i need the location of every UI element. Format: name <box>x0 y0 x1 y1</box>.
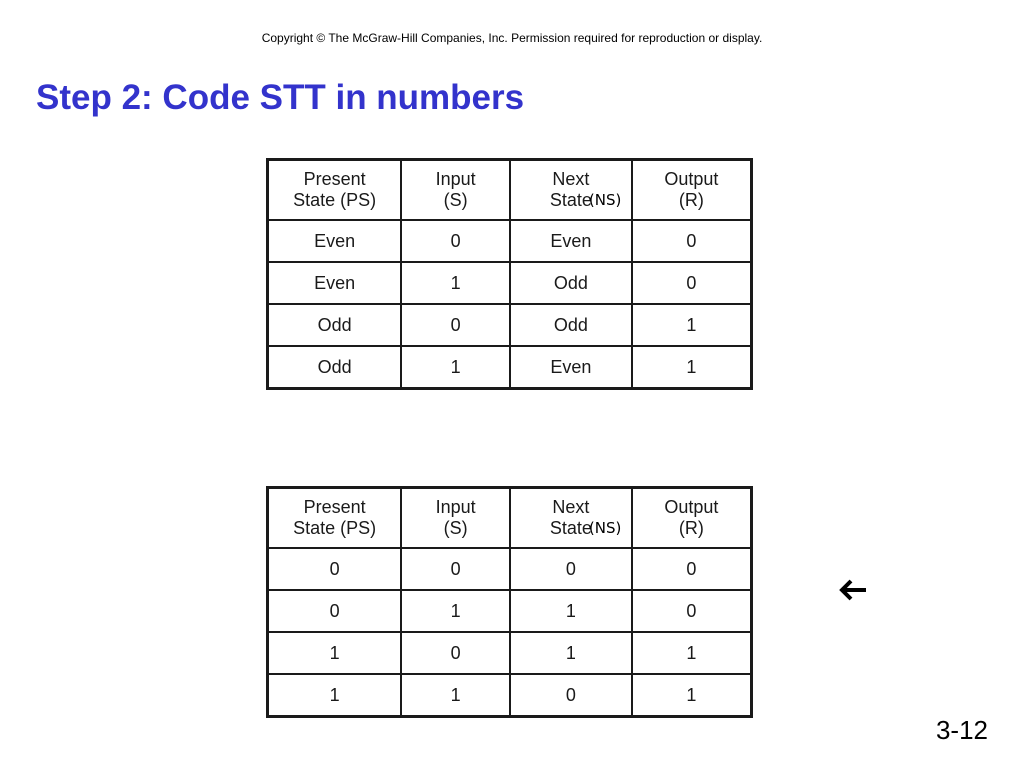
cell-ns: 0 <box>510 548 632 590</box>
cell-ps: Even <box>268 262 402 304</box>
left-arrow-icon <box>838 578 868 602</box>
cell-output: 1 <box>632 674 752 717</box>
cell-output: 1 <box>632 632 752 674</box>
header-line: Output <box>664 497 719 517</box>
cell-output: 0 <box>632 220 752 262</box>
table-row <box>268 220 752 262</box>
header-line: (R) <box>678 518 704 538</box>
header-line: (R) <box>678 190 704 210</box>
header-input <box>401 160 510 221</box>
cell-ns: 1 <box>510 590 632 632</box>
ns-annotation: (NS) <box>588 519 622 537</box>
header-line: Output <box>664 169 719 189</box>
cell-input: 0 <box>401 304 510 346</box>
header-line: Next <box>552 169 590 189</box>
table-row <box>268 632 752 674</box>
cell-ns: Even <box>510 220 632 262</box>
table-header-row <box>268 160 752 221</box>
cell-ps: Even <box>268 220 402 262</box>
cell-ps: 1 <box>268 632 402 674</box>
cell-input: 1 <box>401 346 510 389</box>
cell-ns: Even <box>510 346 632 389</box>
cell-ps: 0 <box>268 590 402 632</box>
header-line: State <box>549 190 592 210</box>
header-input <box>401 488 510 549</box>
header-output <box>632 160 752 221</box>
table-row <box>268 346 752 389</box>
header-line: State (PS) <box>293 518 377 538</box>
ns-annotation: (NS) <box>588 191 622 209</box>
header-line: Present <box>303 497 366 517</box>
header-line: Input <box>435 169 476 189</box>
cell-ns: Odd <box>510 262 632 304</box>
cell-output: 1 <box>632 346 752 389</box>
header-line: Next <box>552 497 590 517</box>
header-line: (S) <box>443 190 468 210</box>
cell-output: 0 <box>632 548 752 590</box>
header-line: (S) <box>443 518 468 538</box>
copyright-notice: Copyright © The McGraw-Hill Companies, Inc. Permission required for reproduction or display. <box>261 31 763 45</box>
cell-input: 1 <box>401 590 510 632</box>
header-output <box>632 488 752 549</box>
slide-title: Step 2: Code STT in numbers <box>36 78 525 117</box>
cell-output: 0 <box>632 262 752 304</box>
cell-ps: 0 <box>268 548 402 590</box>
cell-ns: 0 <box>510 674 632 717</box>
cell-input: 0 <box>401 632 510 674</box>
cell-input: 1 <box>401 262 510 304</box>
table-header-row <box>268 488 752 549</box>
table-row <box>268 590 752 632</box>
cell-output: 1 <box>632 304 752 346</box>
cell-input: 0 <box>401 220 510 262</box>
header-present-state <box>268 160 402 221</box>
cell-ps: Odd <box>268 346 402 389</box>
cell-input: 0 <box>401 548 510 590</box>
cell-ps: 1 <box>268 674 402 717</box>
header-line: Present <box>303 169 366 189</box>
table-row <box>268 674 752 717</box>
cell-ns: 1 <box>510 632 632 674</box>
header-line: Input <box>435 497 476 517</box>
table-row <box>268 304 752 346</box>
cell-input: 1 <box>401 674 510 717</box>
cell-output: 0 <box>632 590 752 632</box>
header-next-state <box>510 160 632 221</box>
table-row <box>268 548 752 590</box>
cell-ns: Odd <box>510 304 632 346</box>
header-line: State (PS) <box>293 190 377 210</box>
header-line: State <box>549 518 592 538</box>
table-row <box>268 262 752 304</box>
state-transition-table-symbolic <box>266 158 753 390</box>
slide-number: 3-12 <box>935 715 988 745</box>
header-present-state <box>268 488 402 549</box>
cell-ps: Odd <box>268 304 402 346</box>
state-transition-table-numeric <box>266 486 753 718</box>
header-next-state <box>510 488 632 549</box>
